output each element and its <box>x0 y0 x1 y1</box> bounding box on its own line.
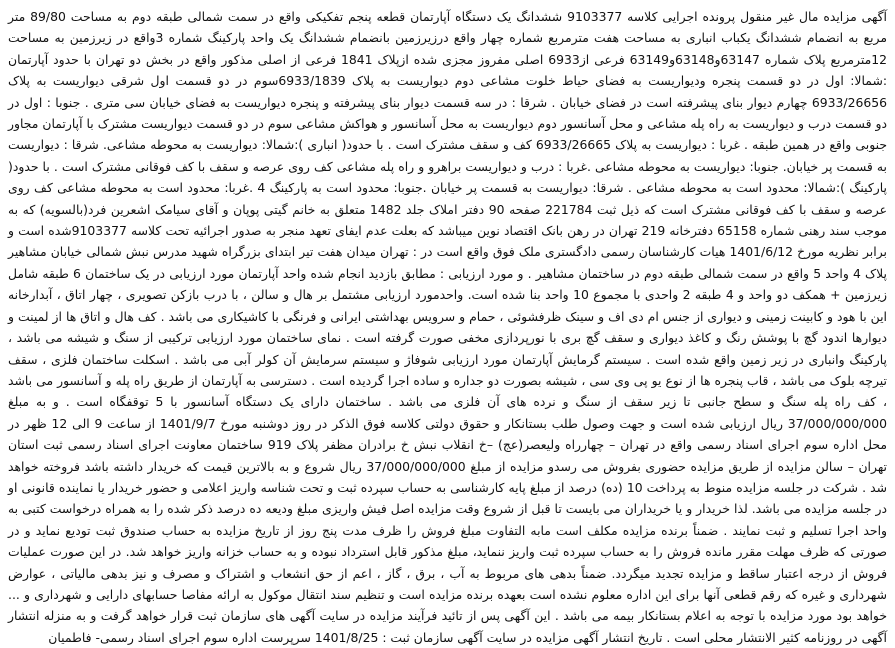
auction-notice-text: آگهی مزایده مال غیر منقول پرونده اجرایی کلاسه 9103377 ششدانگ یک دستگاه آپارتمان قطعه پنجم تفکیکی واقع در سمت شمالی طبقه دوم به مساحت 89/80 متر مربع به انضمام ششدانگ یکباب انباری به مساحت هفت مترمربع شماره چهار واقع درزیرزمین بانضمام ششدانگ یک واحد پارکینگ شماره 3واقع در زیرزمین به مساحت 12مترمربع پلاک شماره 63147و63148و63149 فرعی از6933 اصلی مفروز مجزی شده ازپلاک 1841 فرعی از اصلی مذکور واقع در بخش دو تهران با حدود آپارتمان :شمالا: اول در دو قسمت پنجره ودیواریست به فضای حیاط خلوت مشاعی دوم دیواریست به پلاک 6933/1839سوم در دو قسمت اول شرقی دیواریست به پلاک 6933/26656 چهارم دیوار بنای پیشرفته است در فضای خیابان . شرقا : در سه قسمت دیوار بنای پیشرفته و پنجره دیواریست به فضای خیابان سی متری . جنوبا : اول در دو قسمت درب و دیواریست به راه پله مشاعی و محل آسانسور دوم دیواریست به محل آسانسور و هواکش مشاعی سوم در دو قسمت دیواریست مشترک با آپارتمان مجاور جنوبی واقع در همین طبقه . غربا : دیواریست به پلاک 6933/26665 کف و سقف مشترک است . با حدود( انباری ):شمالا: دیواریست به محوطه مشاعی. شرقا : دیواریست به قسمت پر خیابان. جنوبا: دیواریست به محوطه مشاعی .غربا : درب و دیواریست براهرو و راه پله مشاعی کف روی عرصه و سقف با کف فوقانی مشترک است . با حدود( پارکینگ ):شمالا: محدود است به محوطه مشاعی . شرقا: دیواریست به قسمت پر خیابان .جنوبا: محدود است به پارکینگ 4 .غربا: محدود است به محوطه مشاعی کف روی عرصه و سقف با کف فوقانی مشترک است که ذیل ثبت 221784 صفحه 90 دفتر املاک جلد 1482 متعلق به خانم گیتی پوپان و آقای سیامک اشعرین فرد(بالسویه) که به موجب سند رهنی شماره 65158 دفترخانه 219 تهران در رهن بانک اقتصاد نوین میباشد که بعلت عدم ایفای تعهد منجر به صدور اجرائیه تحت کلاسه 9103377شده است و برابر نظریه مورخ 1401/6/12 هیات کارشناسان رسمی دادگستری ملک فوق واقع است در : تهران میدان هفت تیر ابتدای بزرگراه شهید مدرس نبش شمالی خیابان مشاهیر پلاک 4 واحد 5 واقع در سمت شمالی طبقه دوم در ساختمان مشاهیر . و مورد ارزیابی : مطابق بازدید انجام شده واحد آپارتمان مورد ارزیابی در یک ساختمان 6 طبقه شامل زیرزمین + همکف دو واحد و 4 طبقه 2 واحدی با مجموع 10 واحد بنا شده است. واحدمورد ارزیابی مشتمل بر هال و سالن ، با درب بازکن تصویری ، چهار اتاق ، آبدارخانه این با هود و کابینت زمینی و دیواری از جنس ام دی اف و سینک ظرفشوئی ، حمام و سرویس بهداشتی ایرانی و فرنگی با کاشیکاری می باشد . کف هال و اتاق ها از لمینت و دیوارها اندود گچ با پوشش رنگ و کاغذ دیواری و سقف گچ بری با نورپردازی مخفی صورت گرفته است . نمای ساختمان مورد ارزیابی ترکیبی از سنگ و شیشه می باشد ، پارکینگ وانباری در زیر زمین واقع شده است . سیستم گرمایش آپارتمان مورد ارزیابی شوفاژ و سیستم سرمایش آن کولر آبی می باشد . اسکلت ساختمان فلزی ، سقف تیرچه بلوک می باشد ، قاب پنجره ها از نوع یو پی وی سی ، شیشه بصورت دو جداره و ساده اجرا گردیده است . دسترسی به آپارتمان از طریق راه پله و آسانسور می باشد ، کف راه پله سنگ و سطح جانبی تا زیر سقف از سنگ و نرده های آن فلزی می باشد . ساختمان دارای یک دستگاه آسانسور با 5 توقفگاه است . و به مبلغ 37/000/000/000 ریال ارزیابی شده است و جهت وصول طلب بستانکار و حقوق دولتی کلاسه فوق الذکر در روز دوشنبه مورخ 1401/9/7 از ساعت 9 الی 12 ظهر در محل اداره سوم اجرای اسناد رسمی واقع در تهران – چهارراه ولیعصر(عج) –خ انقلاب نبش خ برادران مظفر پلاک 919 ساختمان معاونت اجرای اسناد رسمی ثبت استان تهران – سالن مزایده از طریق مزایده حضوری بفروش می رسدو مزایده از مبلغ 37/000/000/000 ریال شروع و به بالاترین قیمت که خریدار داشته باشد فروخته خواهد شد . شرکت در جلسه مزایده منوط به پرداخت 10 (ده) درصد از مبلغ پایه کارشناسی به حساب سپرده ثبت و تحت شناسه واریز اعلامی و حضور خریدار یا نماینده قانونی او در جلسه مزایده می باشد. لذا خریدار و یا خریداران می بایست تا قبل از شروع وقت مزایده اصل فیش واریزی مبلغ ودیعه ده درصد ذکر شده را به همراه درخواست کتبی به واحد اجرا تسلیم و ثبت نمایند . ضمناً برنده مزایده مکلف است مابه التفاوت مبلغ فروش را ظرف مدت پنج روز از تاریخ مزایده به حساب صندوق ثبت تودیع نماید و در صورتی که ظرف مهلت مقرر مانده فروش را به حساب سپرده ثبت واریز ننماید، مبلغ مذکور قابل استرداد نبوده و به حساب خزانه واریز خواهد شد. در این صورت عملیات فروش از درجه اعتبار ساقط و مزایده تجدید میگردد. ضمناً بدهی های مربوط به آب ، برق ، گاز ، اعم از حق انشعاب و اشتراک و مصرف و نیز بدهی مالیاتی ، عوارض شهرداری و غیره که رقم قطعی آنها برای این اداره معلوم نشده است بعهده برنده مزایده است و تنظیم سند انتقال موکول به ارائه مفاصا حسابهای دارایی و شهرداری و ... خواهد بود مورد مزایده با توجه به اعلام بستانکار بیمه می باشد . این آگهی پس از تائید فرآیند مزایده در سایت آگهی های سازمان ثبت قرار خواهد گرفت و به منزله انتشار آگهی در روزنامه کثیر الانتشار محلی است . تاریخ انتشار آگهی مزایده در سایت آگهی سازمان ثبت : 1401/8/25 سرپرست اداره سوم اجرای اسناد رسمی- فاطمیان <box>8 9 888 645</box>
